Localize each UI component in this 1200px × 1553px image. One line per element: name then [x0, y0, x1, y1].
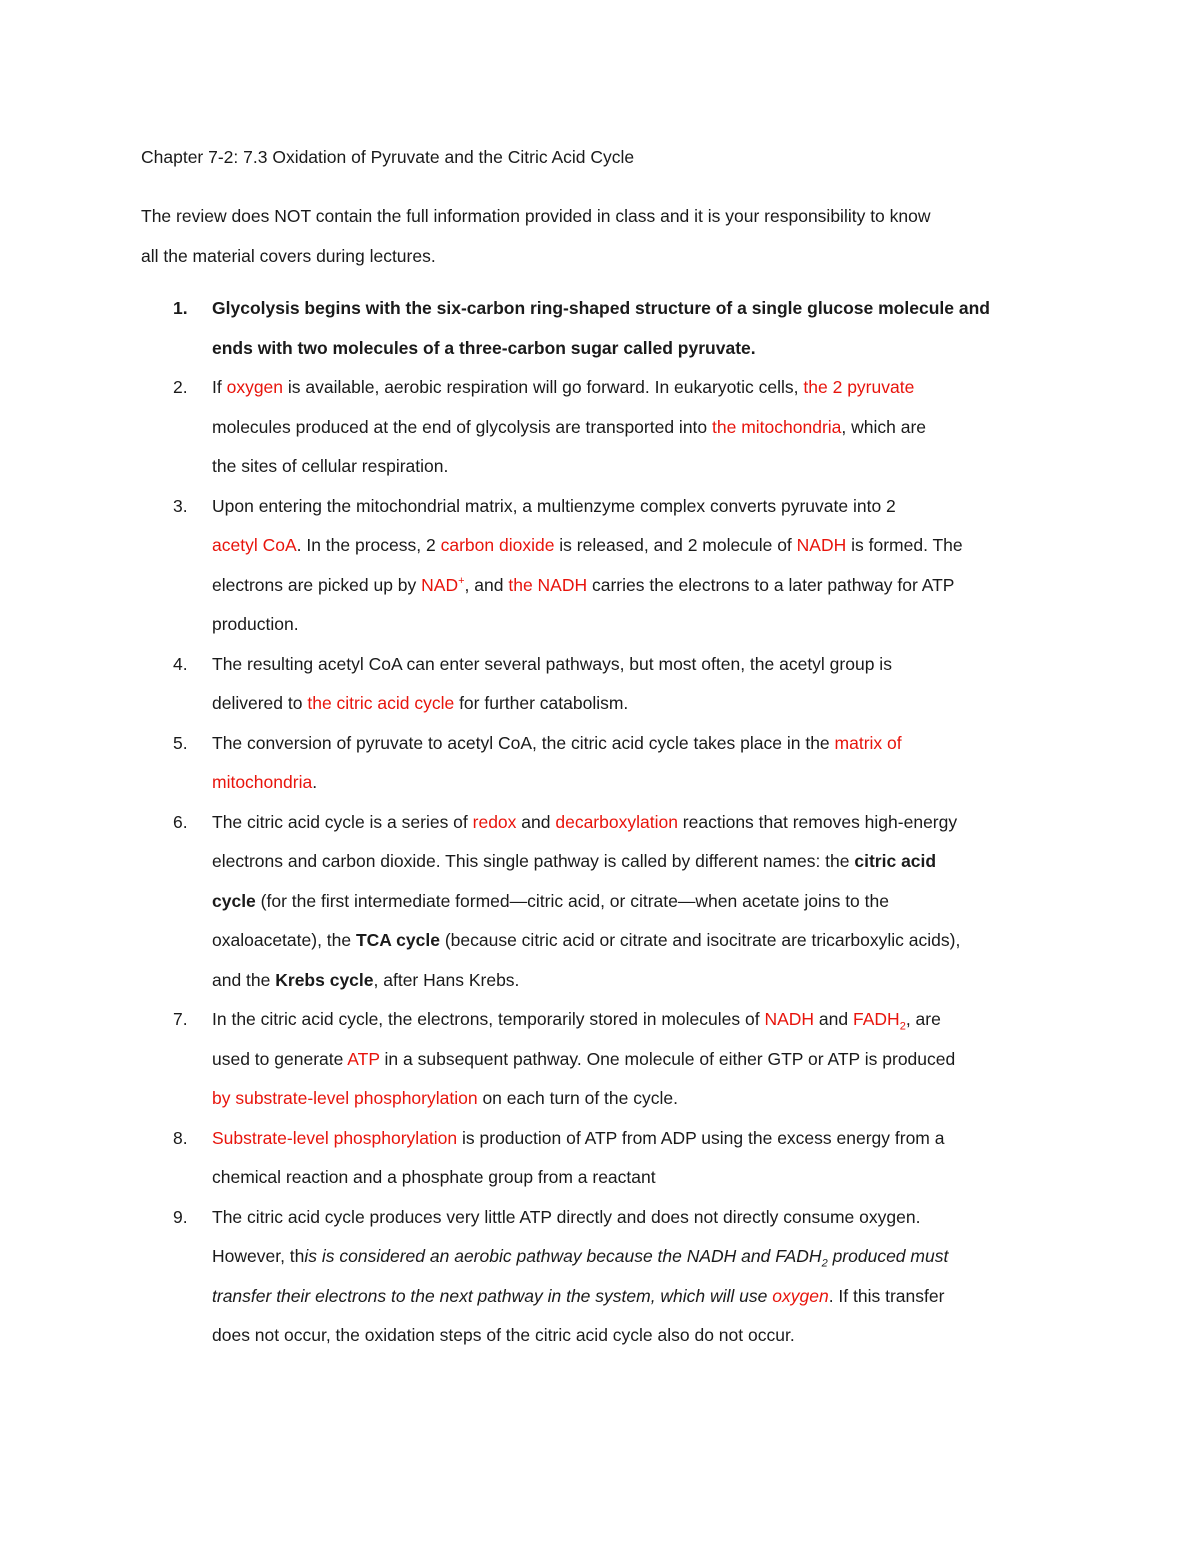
- italic-run: is is considered an aerobic pathway because the NADH and FADH: [304, 1246, 822, 1266]
- bold-term: citric acid: [854, 851, 937, 871]
- item-line: [212, 842, 1200, 882]
- item-line: [212, 1079, 1200, 1119]
- text-run: (because citric acid or citrate and isocitrate are tricarboxylic acids),: [439, 930, 961, 950]
- item-number: 7.: [173, 1009, 188, 1029]
- item-line: ends with two molecules of a three-carbon sugar called pyruvate.: [212, 337, 756, 358]
- text-run: used to generate: [212, 1048, 348, 1069]
- text-run: is production of ATP from ADP using the excess energy from a: [457, 1127, 945, 1148]
- list-item: [0, 368, 1200, 487]
- text-run: and: [516, 811, 556, 832]
- subscript: 2: [899, 1020, 906, 1033]
- text-run: electrons are picked up by: [212, 574, 422, 595]
- list-item: [0, 1119, 1200, 1198]
- text-run: , and: [464, 574, 509, 595]
- text-run: (for the first intermediate formed—citric acid, or citrate—when acetate joins to the: [255, 890, 889, 911]
- item-number: 4.: [173, 653, 188, 674]
- text-run: is formed. The: [846, 535, 963, 555]
- bold-term: cycle: [212, 890, 256, 911]
- fadh-text: FADH: [853, 1009, 900, 1029]
- item-line: [212, 961, 1200, 1001]
- text-run: for further catabolism.: [454, 693, 629, 713]
- highlight-term: matrix of: [834, 732, 902, 753]
- item-line: [212, 1277, 1200, 1317]
- highlight-term: oxygen: [226, 377, 284, 397]
- list-item: [0, 289, 1200, 368]
- italic-text: transfer their electrons to the next pathway in the system, which will use: [212, 1285, 773, 1306]
- text-run: . If this transfer: [828, 1285, 945, 1306]
- item-line: [212, 724, 1200, 764]
- list-item: [0, 724, 1200, 803]
- item-line: [212, 1119, 1200, 1159]
- highlight-term: [421, 575, 464, 595]
- item-line: Upon entering the mitochondrial matrix, a multienzyme complex converts pyruvate into 2: [212, 495, 896, 516]
- highlight-term: oxygen: [772, 1285, 829, 1306]
- text-run: carries the electrons to a later pathway for ATP: [587, 574, 955, 595]
- item-line: [212, 566, 1200, 606]
- item-line: [212, 1040, 1200, 1080]
- highlight-term: the citric acid cycle: [307, 693, 455, 713]
- item-line: [212, 1237, 1200, 1277]
- text-run: in a subsequent pathway. One molecule of either GTP or ATP is produced: [379, 1048, 956, 1069]
- intro-line: The review does NOT contain the full information provided in class and it is your responsibility to know: [141, 206, 931, 226]
- highlight-term: the NADH: [508, 574, 588, 595]
- text-run: oxaloacetate), the: [212, 930, 356, 950]
- item-line: [212, 921, 1200, 961]
- item-line: [212, 526, 1200, 566]
- intro-paragraph: [141, 197, 1061, 276]
- item-number: 2.: [173, 377, 188, 397]
- review-list: [0, 289, 1200, 1356]
- superscript: +: [458, 574, 465, 587]
- text-run: reactions that removes high-energy: [677, 811, 958, 832]
- item-line: [212, 368, 1200, 408]
- highlight-term: decarboxylation: [555, 811, 678, 832]
- item-number: 5.: [173, 732, 188, 753]
- text-run: electrons and carbon dioxide. This single pathway is called by different names: the: [212, 851, 855, 871]
- item-number: 9.: [173, 1206, 188, 1227]
- italic-text: [304, 1246, 949, 1270]
- text-run: and: [814, 1009, 853, 1029]
- highlight-term: [853, 1009, 906, 1033]
- text-run: on each turn of the cycle.: [477, 1088, 678, 1108]
- item-line: The resulting acetyl CoA can enter several pathways, but most often, the acetyl group is: [212, 653, 892, 674]
- nad-text: NAD: [421, 574, 459, 595]
- page-title: Chapter 7-2: 7.3 Oxidation of Pyruvate and the Citric Acid Cycle: [141, 147, 635, 167]
- text-run: . In the process, 2: [296, 535, 441, 555]
- text-run: delivered to: [212, 693, 308, 713]
- item-number: 1.: [173, 298, 188, 318]
- list-item: [0, 645, 1200, 724]
- list-item: [0, 487, 1200, 645]
- highlight-term: NADH: [796, 535, 847, 555]
- text-run: , after Hans Krebs.: [373, 969, 520, 990]
- text-run: is released, and 2 molecule of: [554, 535, 797, 555]
- text-run: , which are: [841, 416, 927, 437]
- text-run: .: [312, 772, 318, 792]
- highlight-term: carbon dioxide: [440, 535, 555, 555]
- italic-run: produced must: [827, 1246, 949, 1266]
- item-line: [212, 882, 1200, 922]
- text-run: molecules produced at the end of glycolysis are transported into: [212, 416, 713, 437]
- text-run: and the: [212, 969, 276, 990]
- item-line: the sites of cellular respiration.: [212, 456, 449, 476]
- text-run: In the citric acid cycle, the electrons, temporarily stored in molecules of: [212, 1009, 765, 1029]
- highlight-term: mitochondria: [212, 772, 313, 792]
- item-number: 8.: [173, 1127, 188, 1148]
- item-line: [212, 684, 1200, 724]
- item-line: [212, 803, 1200, 843]
- item-line: [212, 763, 1200, 803]
- item-line: production.: [212, 614, 299, 634]
- item-line: [212, 408, 1200, 448]
- bold-term: Krebs cycle: [275, 969, 374, 990]
- text-run: The conversion of pyruvate to acetyl CoA, the citric acid cycle takes place in the: [212, 732, 835, 753]
- intro-line: all the material covers during lectures.: [141, 245, 436, 266]
- item-line: The citric acid cycle produces very little ATP directly and does not directly consume oxygen.: [212, 1206, 921, 1227]
- item-line: [212, 1000, 1200, 1040]
- text-run: The citric acid cycle is a series of: [212, 811, 473, 832]
- highlight-term: NADH: [764, 1009, 815, 1029]
- list-item: [0, 1198, 1200, 1356]
- highlight-term: redox: [472, 811, 517, 832]
- highlight-term: the mitochondria: [712, 416, 842, 437]
- item-number: 6.: [173, 811, 188, 832]
- list-item: [0, 1000, 1200, 1119]
- text-run: However, th: [212, 1246, 305, 1266]
- highlight-term: Substrate-level phosphorylation: [212, 1127, 458, 1148]
- item-line: chemical reaction and a phosphate group from a reactant: [212, 1167, 656, 1187]
- item-line: does not occur, the oxidation steps of the citric acid cycle also do not occur.: [212, 1325, 795, 1345]
- text-run: is available, aerobic respiration will go forward. In eukaryotic cells,: [283, 377, 804, 397]
- highlight-term: by substrate-level phosphorylation: [212, 1088, 478, 1108]
- text-run: , are: [905, 1009, 941, 1029]
- list-item: [0, 803, 1200, 1001]
- item-line: Glycolysis begins with the six-carbon ring-shaped structure of a single glucose molecule and: [212, 298, 990, 318]
- text-run: If: [212, 377, 227, 397]
- highlight-term: the 2 pyruvate: [803, 377, 915, 397]
- bold-term: TCA cycle: [355, 930, 440, 950]
- item-number: 3.: [173, 495, 188, 516]
- subscript: 2: [821, 1257, 828, 1270]
- highlight-term: acetyl CoA: [212, 535, 297, 555]
- highlight-term: ATP: [347, 1048, 380, 1069]
